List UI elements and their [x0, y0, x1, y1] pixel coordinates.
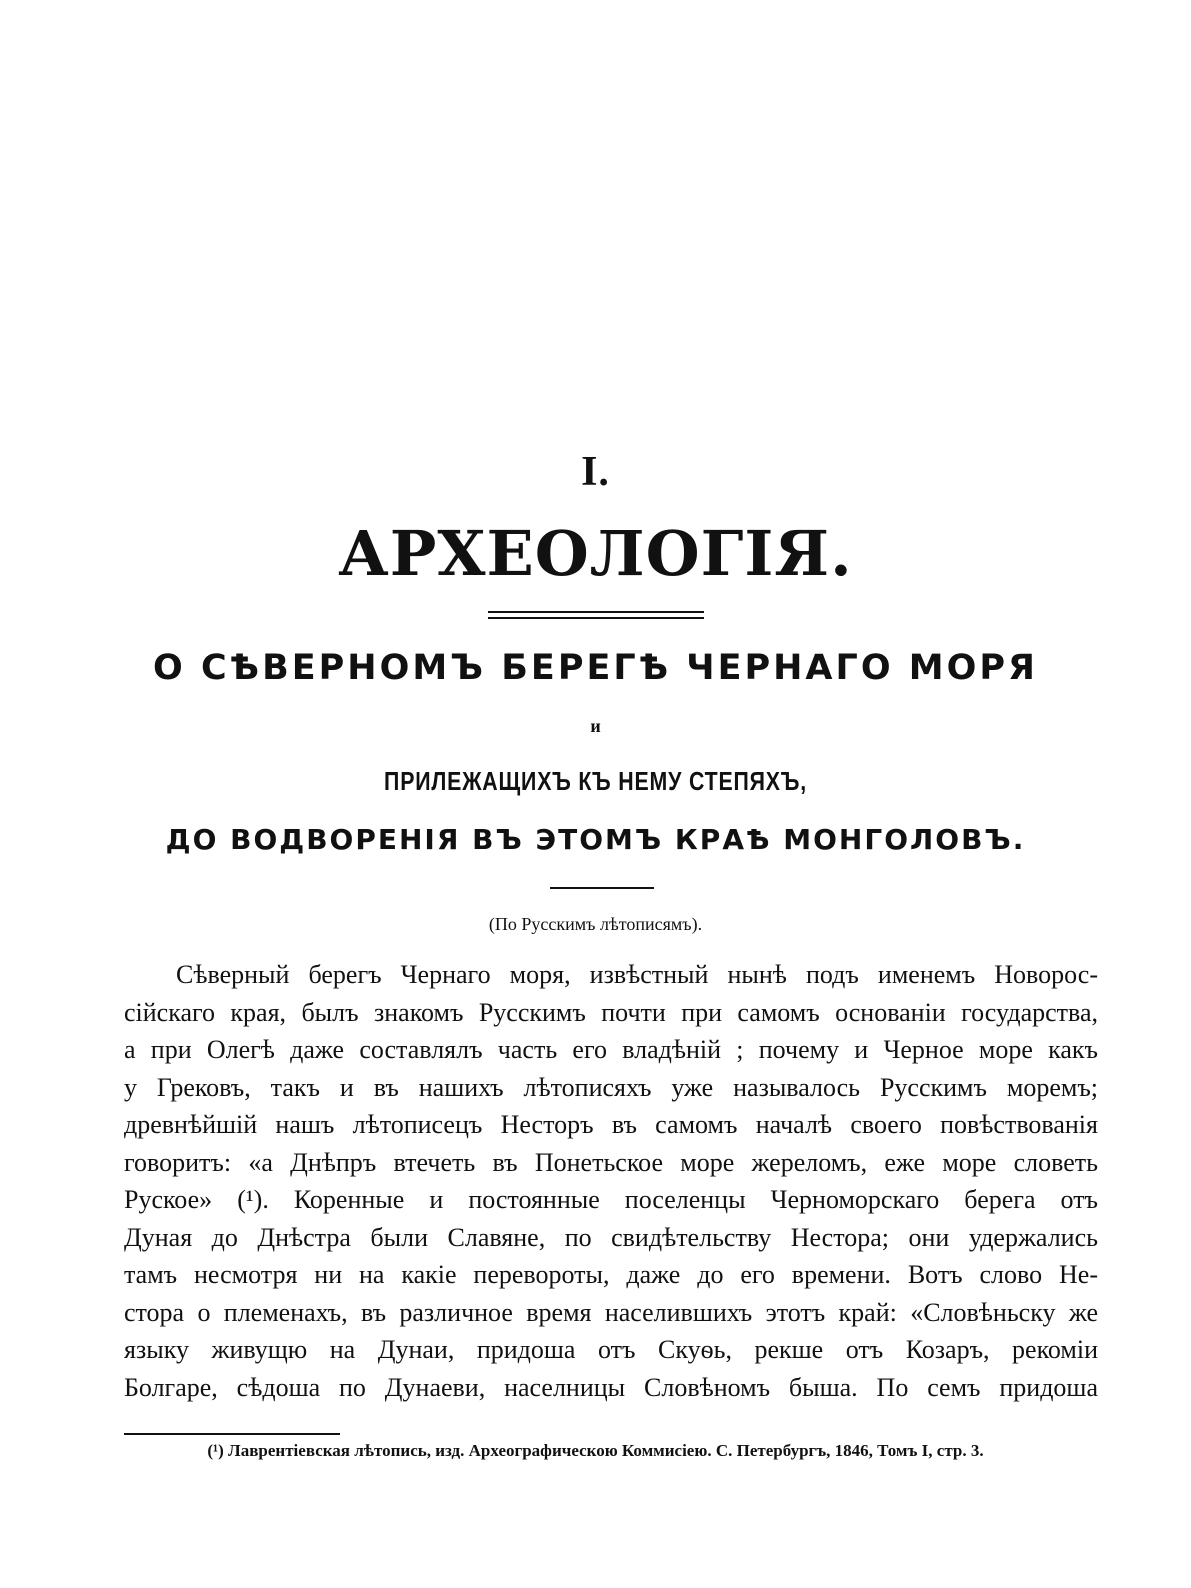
body-line: сійскаго края, былъ знакомъ Русскимъ почти при самомъ основаніи государства,	[124, 997, 1098, 1027]
body-line: древнѣйшій нашъ лѣтописецъ Несторъ въ самомъ началѣ своего повѣствованія	[124, 1110, 1098, 1139]
body-text	[124, 956, 1098, 1406]
section-title: АРХЕОЛОГІЯ.	[338, 517, 853, 590]
heading-rule	[550, 887, 654, 889]
article-heading-line2: ПРИЛЕЖАЩИХЪ КЪ НЕМУ СТЕПЯХЪ,	[384, 766, 807, 796]
article-heading-line3: ДО ВОДВОРЕНІЯ ВЪ ЭТОМЪ КРАѢ МОНГОЛОВЪ.	[165, 823, 1026, 856]
body-line: языку живущю на Дунаи, придоша отъ Скуѳь, рекше отъ Козаръ, рекоміи	[124, 1335, 1098, 1364]
body-line: Руское» (¹). Коренные и постоянные поселенцы Черноморскаго берега отъ	[124, 1185, 1098, 1214]
body-line: у Грековъ, такъ и въ нашихъ лѣтописяхъ уже называлось Русскимъ моремъ;	[124, 1072, 1098, 1102]
section-number: I.	[581, 449, 610, 495]
body-line: Дуная до Днѣстра были Славяне, по свидѣтельству Нестора; они удержались	[124, 1222, 1098, 1252]
body-line: говоритъ: «а Днѣпръ втечеть въ Понетьское море жереломъ, еже море словеть	[124, 1147, 1098, 1177]
body-line: Болгаре, сѣдоша по Дунаеви, населницы Словѣномъ быша. По семъ придоша	[124, 1372, 1098, 1402]
footnote: (¹) Лаврентіевская лѣтопись, изд. Археографическою Коммисіею. С. Петербургъ, 1846, Томъ I, стр. 3.	[207, 1441, 984, 1460]
body-line: Сѣверный берегъ Чернаго моря, извѣстный нынѣ подъ именемъ Новорос-	[176, 960, 1098, 989]
body-line: тамъ несмотря ни на какіе перевороты, даже до его времени. Вотъ слово Не-	[124, 1260, 1098, 1289]
article-heading-conjunction: и	[590, 716, 601, 736]
article-heading-line1: О СѢВЕРНОМЪ БЕРЕГѢ ЧЕРНАГО МОРЯ	[153, 648, 1038, 688]
footnote-rule	[124, 1433, 340, 1435]
body-line: стора о племенахъ, въ различное время населившихъ этотъ край: «Словѣньску же	[124, 1297, 1098, 1327]
source-note: (По Русскимъ лѣтописямъ).	[488, 914, 703, 934]
body-line: а при Олегѣ даже составлялъ часть его владѣній ; почему и Черное море какъ	[124, 1035, 1098, 1064]
title-double-rule	[488, 611, 704, 619]
